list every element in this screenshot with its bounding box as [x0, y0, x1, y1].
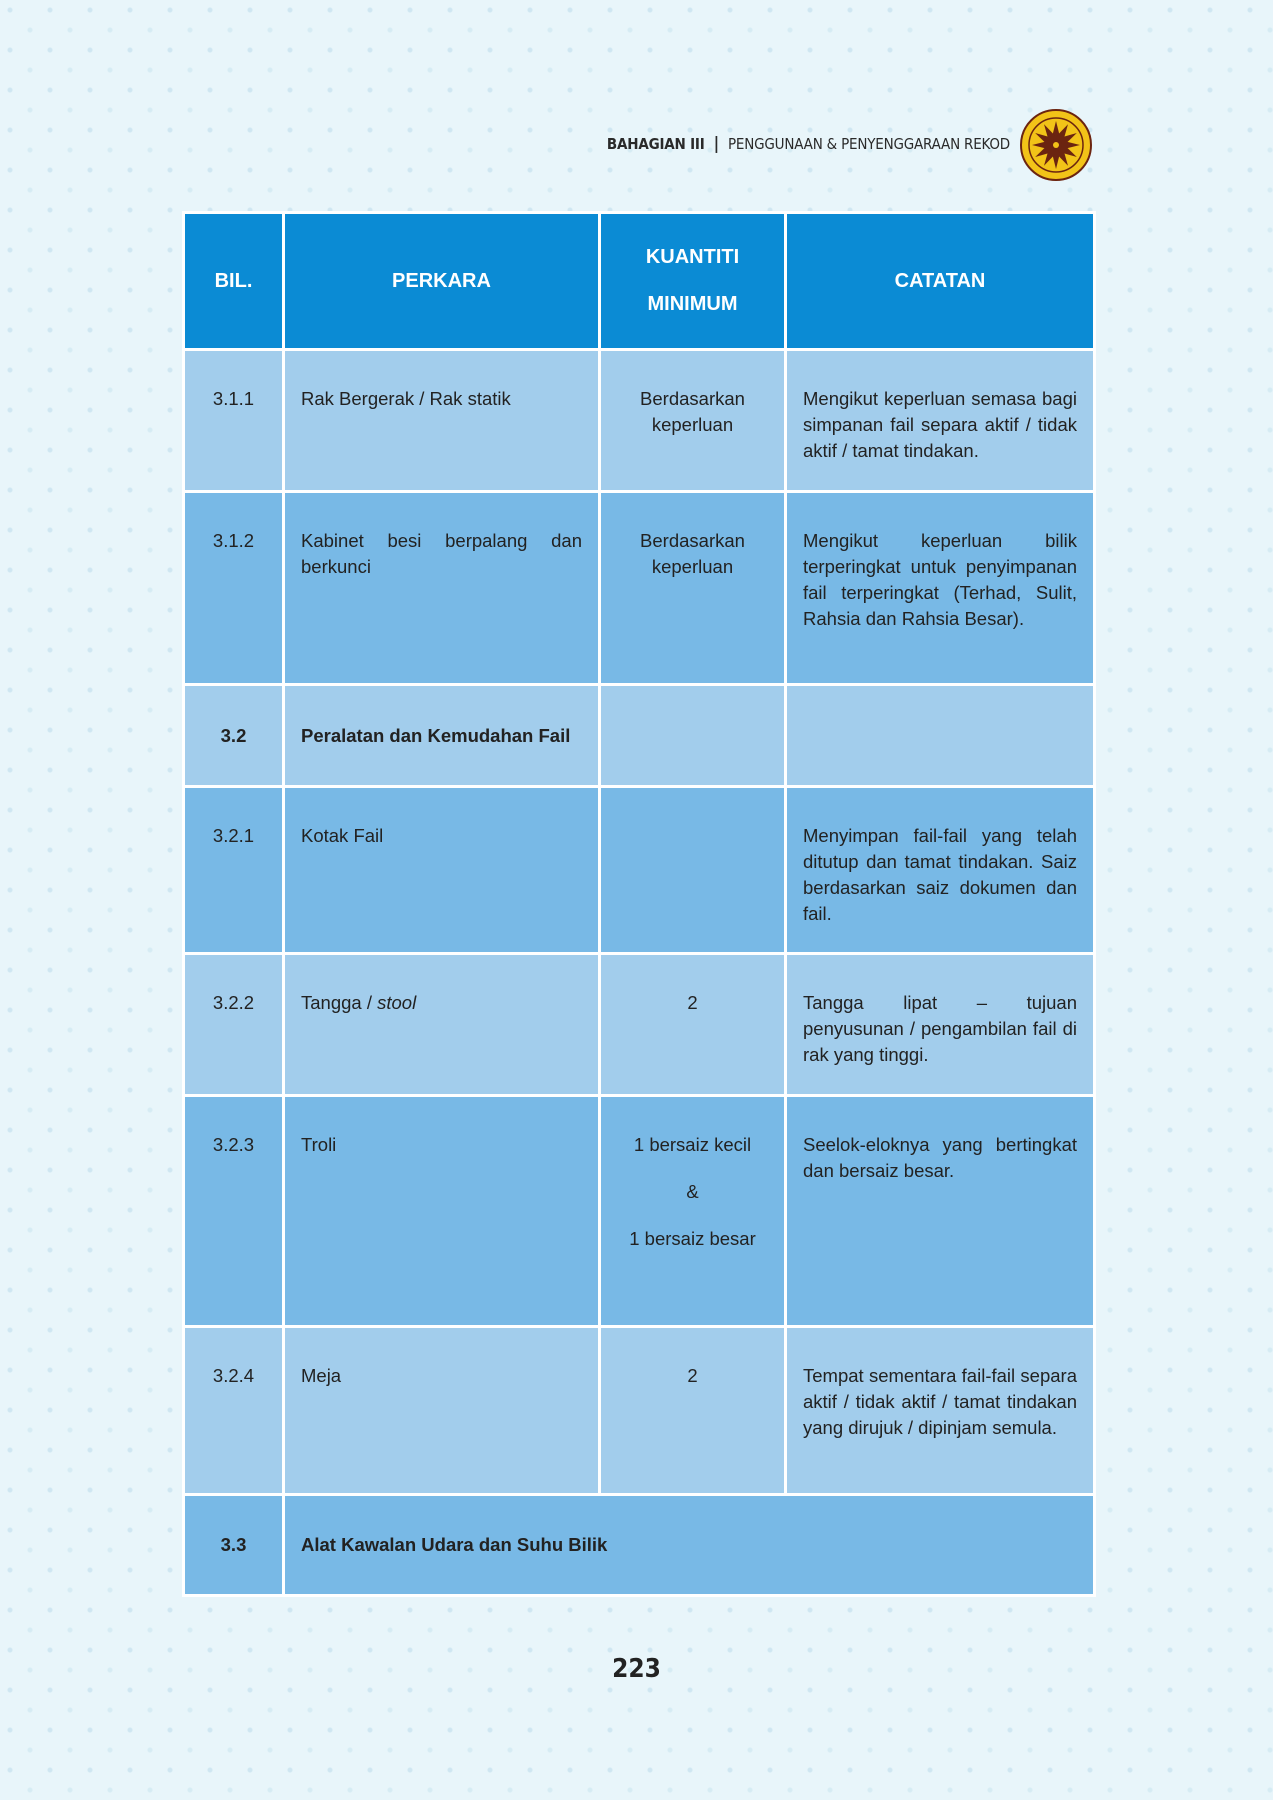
- row-catatan: Mengikut keperluan bilik terperingkat untuk penyimpanan fail terperingkat (Terhad, Sulit, Rahsia dan Rahsia Besar).: [786, 492, 1095, 685]
- row-kuantiti-line2: &: [686, 1181, 699, 1202]
- col-header-catatan: CATATAN: [786, 213, 1095, 350]
- table-row: [184, 350, 1095, 492]
- row-perkara: Troli: [284, 1096, 600, 1327]
- row-catatan: Mengikut keperluan semasa bagi simpanan fail separa aktif / tidak aktif / tamat tindakan.: [786, 350, 1095, 492]
- row-kuantiti: 2: [600, 954, 786, 1096]
- row-perkara: Kabinet besi berpalang dan berkunci: [284, 492, 600, 685]
- section-title: Alat Kawalan Udara dan Suhu Bilik: [284, 1495, 1095, 1596]
- table-row: [184, 1096, 1095, 1327]
- section-bil: 3.2: [184, 685, 284, 787]
- row-catatan: Menyimpan fail-fail yang telah ditutup dan tamat tindakan. Saiz berdasarkan saiz dokumen dan fail.: [786, 787, 1095, 954]
- row-catatan-empty: [786, 685, 1095, 787]
- row-kuantiti-empty: [600, 685, 786, 787]
- part-label: BAHAGIAN III: [606, 135, 705, 153]
- row-bil: 3.2.4: [184, 1327, 284, 1495]
- section-row: [184, 1495, 1095, 1596]
- row-perkara: Rak Bergerak / Rak statik: [284, 350, 600, 492]
- page-number: 223: [612, 1654, 661, 1684]
- emblem-icon: [1020, 109, 1092, 181]
- header-separator: |: [713, 134, 719, 154]
- row-perkara-prefix: Tangga /: [301, 992, 378, 1013]
- row-bil: 3.1.2: [184, 492, 284, 685]
- section-bil: 3.3: [184, 1495, 284, 1596]
- row-catatan: Tempat sementara fail-fail separa aktif / tidak aktif / tamat tindakan yang dirujuk / dipinjam semula.: [786, 1327, 1095, 1495]
- chapter-title: PENGGUNAAN & PENYENGGARAAN REKOD: [727, 135, 1010, 153]
- row-perkara: [284, 954, 600, 1096]
- col-header-kuantiti-line1: KUANTITI: [645, 246, 740, 268]
- row-perkara: Meja: [284, 1327, 600, 1495]
- row-kuantiti: [600, 787, 786, 954]
- row-bil: 3.2.1: [184, 787, 284, 954]
- col-header-bil: BIL.: [184, 213, 284, 350]
- table-row: [184, 492, 1095, 685]
- equipment-table: [182, 211, 1096, 1597]
- table-row: [184, 954, 1095, 1096]
- row-perkara: Kotak Fail: [284, 787, 600, 954]
- row-kuantiti-line1: 1 bersaiz kecil: [633, 1134, 752, 1155]
- table-row: [184, 1327, 1095, 1495]
- row-kuantiti-line3: 1 bersaiz besar: [629, 1228, 756, 1249]
- row-kuantiti: Berdasarkan keperluan: [600, 492, 786, 685]
- row-bil: 3.2.3: [184, 1096, 284, 1327]
- row-bil: 3.1.1: [184, 350, 284, 492]
- col-header-kuantiti-line2: MINIMUM: [647, 293, 738, 315]
- row-perkara-italic: stool: [377, 992, 417, 1013]
- row-kuantiti: Berdasarkan keperluan: [600, 350, 786, 492]
- row-catatan: Seelok-eloknya yang bertingkat dan bersaiz besar.: [786, 1096, 1095, 1327]
- table-header-row: [184, 213, 1095, 350]
- row-kuantiti: [600, 1096, 786, 1327]
- col-header-kuantiti: [600, 213, 786, 350]
- row-kuantiti: 2: [600, 1327, 786, 1495]
- row-catatan: Tangga lipat – tujuan penyusunan / pengambilan fail di rak yang tinggi.: [786, 954, 1095, 1096]
- col-header-perkara: PERKARA: [284, 213, 600, 350]
- running-header: [606, 134, 1010, 154]
- section-row: [184, 685, 1095, 787]
- table-row: [184, 787, 1095, 954]
- section-title: Peralatan dan Kemudahan Fail: [284, 685, 600, 787]
- row-bil: 3.2.2: [184, 954, 284, 1096]
